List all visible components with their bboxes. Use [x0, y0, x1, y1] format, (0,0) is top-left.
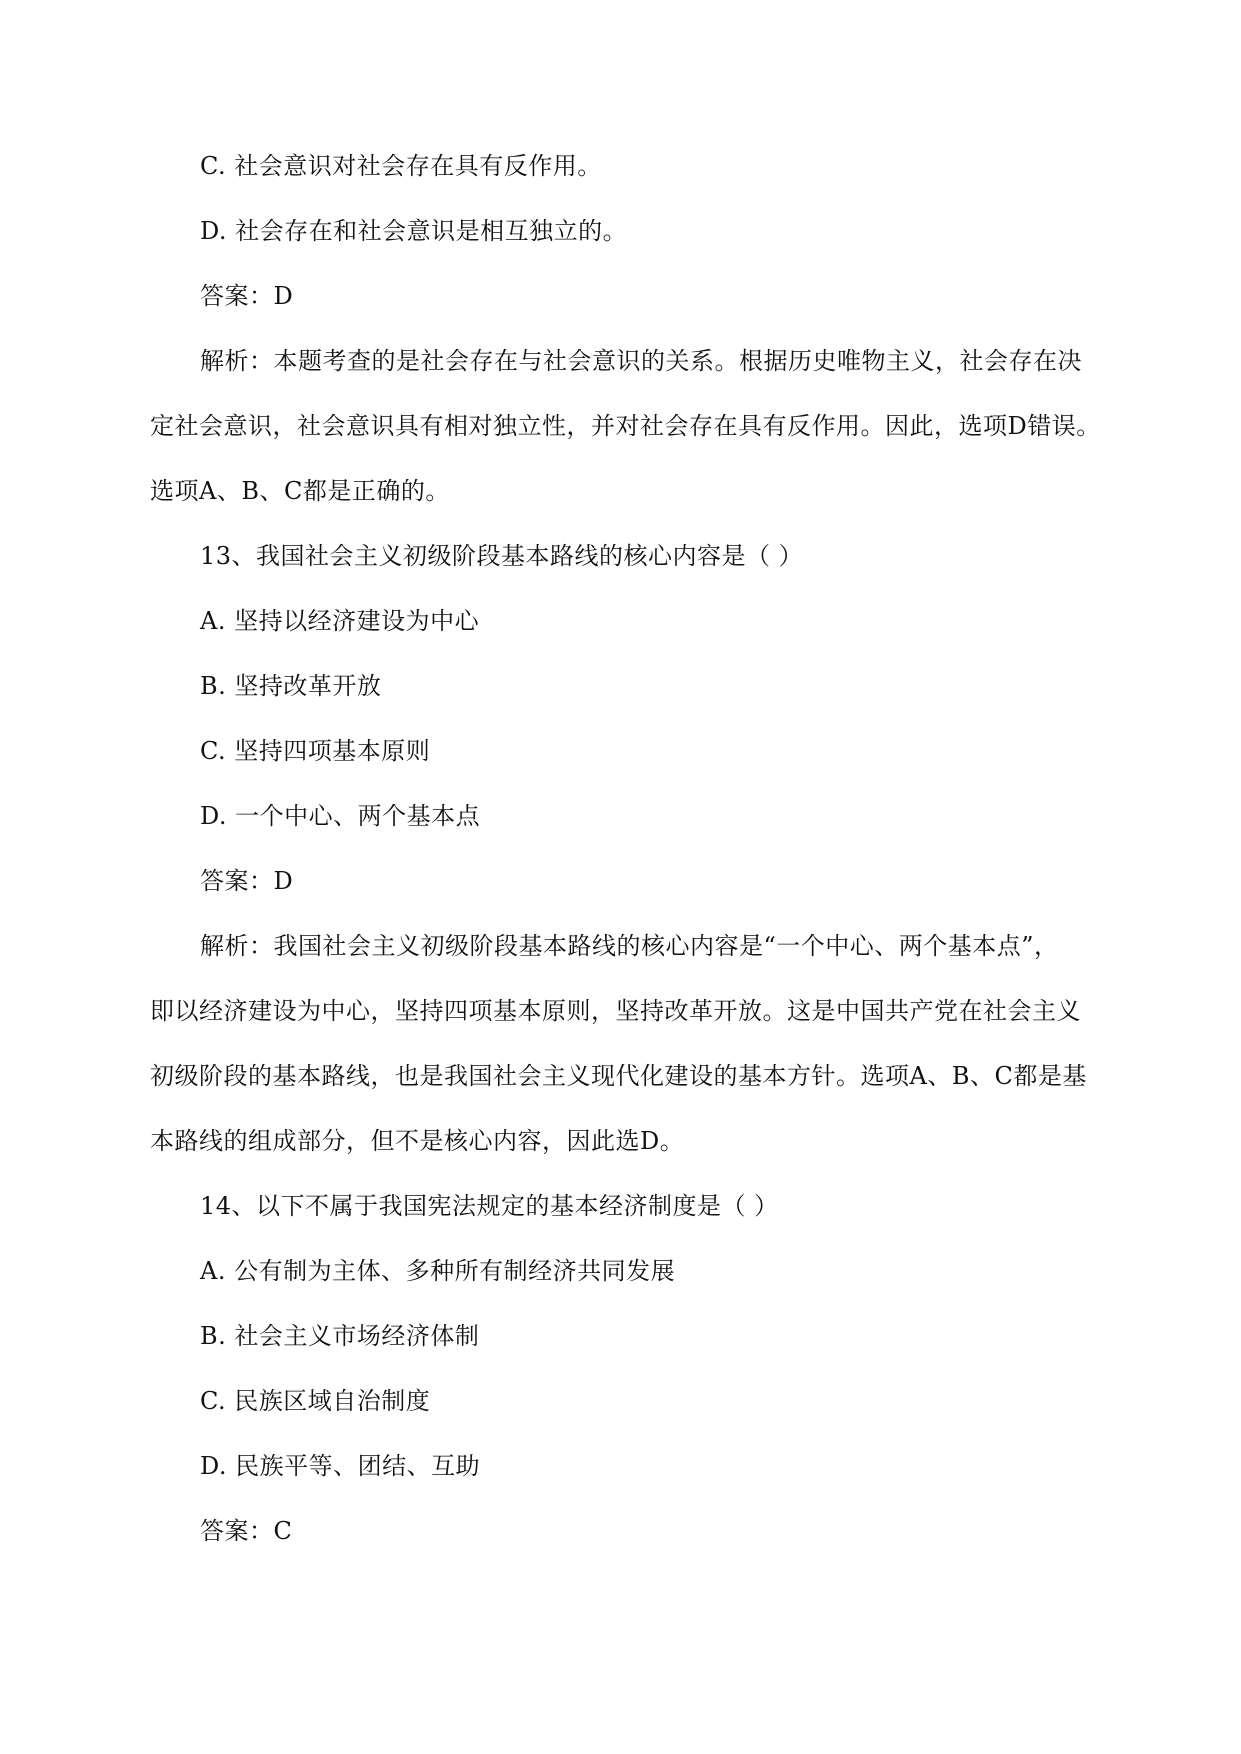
answer-q14: 答案：C: [200, 1517, 293, 1545]
explanation-q12-line3: 选项A、B、C都是正确的。: [150, 477, 450, 505]
explanation-q12-line1: 解析：本题考查的是社会存在与社会意识的关系。根据历史唯物主义，社会存在决: [200, 347, 1082, 375]
option-c-q14: C. 民族区域自治制度: [200, 1387, 431, 1415]
option-c-q12: C. 社会意识对社会存在具有反作用。: [200, 152, 602, 180]
explanation-q13-line1: 解析：我国社会主义初级阶段基本路线的核心内容是“一个中心、两个基本点”，: [200, 932, 1059, 960]
option-d-q14: D. 民族平等、团结、互助: [200, 1452, 481, 1480]
option-a-q14: A. 公有制为主体、多种所有制经济共同发展: [200, 1257, 676, 1285]
explanation-q13-line4: 本路线的组成部分，但不是核心内容，因此选D。: [150, 1127, 685, 1155]
option-b-q13: B. 坚持改革开放: [200, 672, 382, 700]
question-14: 14、以下不属于我国宪法规定的基本经济制度是（ ）: [200, 1192, 779, 1220]
option-a-q13: A. 坚持以经济建设为中心: [200, 607, 480, 635]
option-c-q13: C. 坚持四项基本原则: [200, 737, 431, 765]
option-b-q14: B. 社会主义市场经济体制: [200, 1322, 480, 1350]
answer-q13: 答案：D: [200, 867, 294, 895]
explanation-q13-line2: 即以经济建设为中心，坚持四项基本原则，坚持改革开放。这是中国共产党在社会主义: [150, 997, 1081, 1025]
question-13: 13、我国社会主义初级阶段基本路线的核心内容是（ ）: [200, 542, 804, 570]
option-d-q13: D. 一个中心、两个基本点: [200, 802, 481, 830]
explanation-q13-line3: 初级阶段的基本路线，也是我国社会主义现代化建设的基本方针。选项A、B、C都是基: [150, 1062, 1087, 1090]
option-d-q12: D. 社会存在和社会意识是相互独立的。: [200, 217, 628, 245]
answer-q12: 答案：D: [200, 282, 294, 310]
explanation-q12-line2: 定社会意识，社会意识具有相对独立性，并对社会存在具有反作用。因此，选项D错误。: [150, 412, 1101, 440]
